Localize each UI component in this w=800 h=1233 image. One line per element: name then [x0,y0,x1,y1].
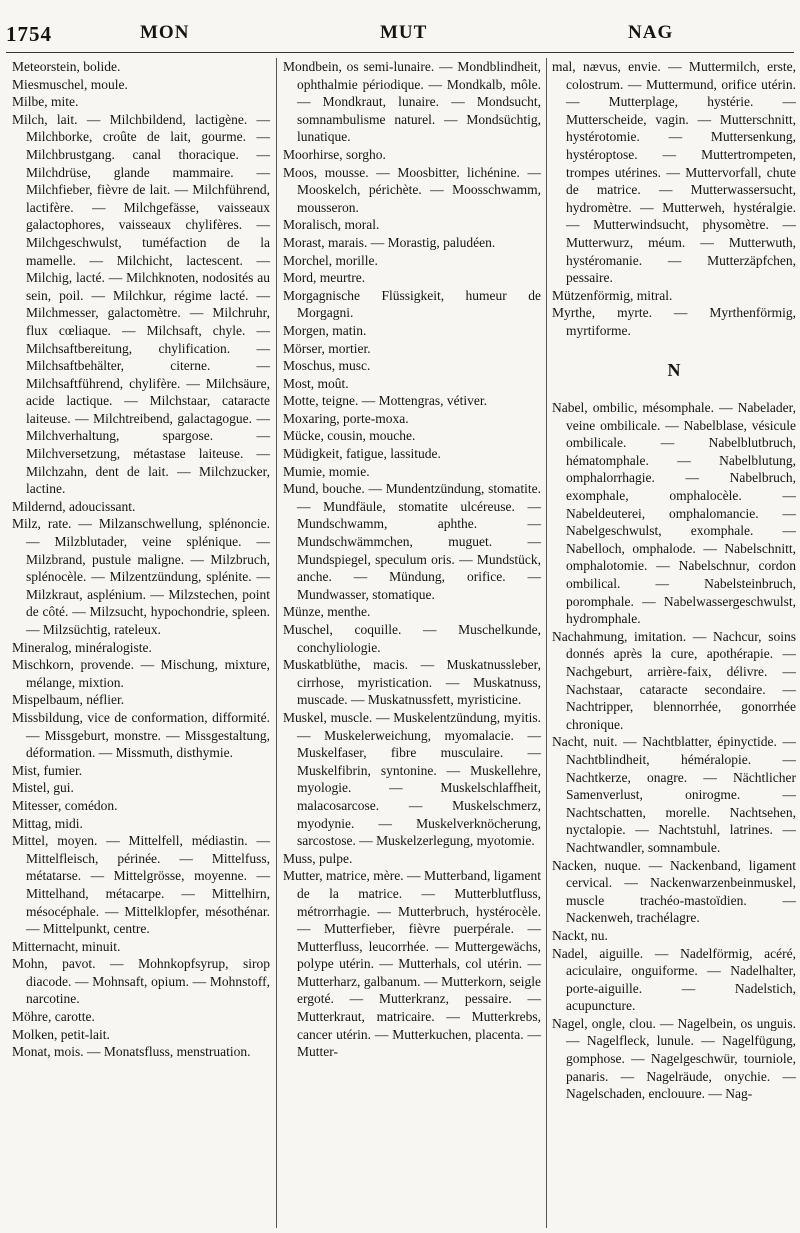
dictionary-entry: Morchel, morille. [283,252,378,268]
dictionary-entry: Milch, lait. — Milchbildend, lactigène. — Milchborke, croûte de lait, gourme. — Milchbrustgang. canal thoracique. — Milchdrüse, glande mammaire. — Milchfieber, fièvre de lait. — Milchführend, lactifère. — Milchgefässe, vaisseaux galactophores, vaisseaux chylifères. — Milchgeschwulst, tuméfaction de la mamelle. — Milchicht, lactescent. — Milchig, lacté. — Milchknoten, nodosités au sein, poil. — Milchkur, régime lacté. — Milchmesser, galactomètre. — Milchruhr, flux cœliaque. — Milchsaft, chyle. — Milchsaftbereitung, chylification. — Milchsaftbehälter, citerne. — Milchsaftführend, chylifère. — Milchsäure, acide lactique. — Milchstaar, cataracte laiteuse. — Milchtreibend, galactagogue. — Milchverhaltung, spargose. — Milchversetzung, métastase laiteuse. — Milchzahn, dent de lait. — Milchzucker, lactine. [12,111,270,497]
page-header [0,0,800,52]
dictionary-entry: Meteorstein, bolide. [12,59,121,74]
dictionary-entry: Muskel, muscle. — Muskelentzündung, myitis. — Muskelerweichung, myomalacie. — Muskelfaser, fibre musculaire. — Muskelfibrin, syntonine. — Muskellehre, myologie. — Muskelschlaffheit, malacosarcose. — Muskelschmerz, myodynie. — Muskelverknöcherung, sarcostose. — Muskelzerlegung, myotomie. [283,709,541,849]
dictionary-entry: Mondbein, os semi-lunaire. — Mondblindheit, ophthalmie périodique. — Mondkalb, môle. — Mondkraut, lunaire. — Mondsucht, somnambulisme naturel. — Mondsüchtig, lunatique. [283,59,541,145]
dictionary-entry: Mund, bouche. — Mundentzündung, stomatite. — Mundfäule, stomatite ulcéreuse. — Mundschwamm, aphthe. — Mundschwämmchen, muguet. — Mundspiegel, speculum oris. — Mundstück, anche. — Mündung, orifice. — Mundwasser, stomatique. [283,481,541,602]
dictionary-entry: Morast, marais. — Morastig, paludéen. [283,234,496,250]
guide-word-left: MON [140,22,190,43]
dictionary-entry: Müdigkeit, fatigue, lassitude. [283,446,441,462]
dictionary-entry: Mutter, matrice, mère. — Mutterband, ligament de la matrice. — Mutterblutfluss, métrorrhagie. — Mutterbruch, hystérocèle. — Mutterfieber, fièvre puerpérale. — Mutterfluss, leucorrhée. — Muttergewächs, polype utérin. — Mutterhals, col utérin. — Mutterharz, galbanum. — Mutterkorn, seigle ergoté. — Mutterkranz, pessaire. — Mutterkraut, matricaire. — Mutterkrebs, cancer utérin. — Mutterkuchen, placenta. — Mutter- [283,868,541,1060]
dictionary-entry: Moschus, musc. [283,358,371,374]
dictionary-entry: Nabel, ombilic, mésomphale. — Nabelader, veine ombilicale. — Nabelblase, vésicule ombilicale. — Nabelblutbruch, hématomphale. — Nabelblutung, omphalorrhagie. — Nabelbruch, exomphale, omphalocèle. — Nabeldeuterei, omphalomancie. — Nabelgeschwulst, exomphale. — Nabelloch, omphalode. — Nabelschnitt, omphalotomie. — Nabelschnur, cordon ombilical. — Nabelsteinbruch, poromphale. — Nabelwassergeschwulst, hydromphale. [552,400,796,627]
dictionary-entry: Mörser, mortier. [283,340,371,356]
dictionary-entry: Mist, fumier. [12,762,83,778]
dictionary-entry: Muss, pulpe. [283,850,353,866]
dictionary-entry: Nagel, ongle, clou. — Nagelbein, os unguis. — Nagelfleck, lunule. — Nagelfügung, gomphose. — Nagelgeschwür, tourniole, panaris. — Nagelräude, onychie. — Nagelschaden, enclouure. — Nag- [552,1015,796,1102]
page-number: 1754 [6,22,52,46]
dictionary-entry: Miesmuschel, moule. [12,76,128,92]
column-divider-1 [276,58,277,1228]
guide-word-center: MUT [380,22,428,43]
dictionary-entry: Mumie, momie. [283,463,370,479]
dictionary-entry: Nackt, nu. [552,927,608,943]
guide-word-right: NAG [628,22,674,43]
header-rule [6,52,794,53]
dictionary-entry: Mistel, gui. [12,780,74,796]
dictionary-entry: Molken, petit-lait. [12,1026,110,1042]
dictionary-entry: Nacht, nuit. — Nachtblatter, épinyctide. — Nachtblindheit, héméralopie. — Nachtkerze, onagre. — Nächtlicher Samenverlust, onirogme. — Nachtschatten, morelle. Nachtsehen, nyctalopie. — Nachtstuhl, latrines. — Nachtwandler, somnambule. [552,734,796,855]
dictionary-entry: Moxaring, porte-moxa. [283,410,409,426]
dictionary-entry: Moorhirse, sorgho. [283,146,386,162]
dictionary-entry: Morgen, matin. [283,322,367,338]
dictionary-entry: Mitternacht, minuit. [12,938,121,954]
dictionary-entry: Mildernd, adoucissant. [12,498,136,514]
dictionary-entry: Mützenförmig, mitral. [552,287,673,303]
dictionary-entry: Myrthe, myrte. — Myrthenförmig, myrtiforme. [552,305,796,338]
dictionary-entry: Mitesser, comédon. [12,797,118,813]
dictionary-entry: Möhre, carotte. [12,1009,95,1025]
column-1 [12,58,270,1061]
dictionary-entry: Mittag, midi. [12,815,83,831]
dictionary-entry: Mohn, pavot. — Mohnkopfsyrup, sirop diacode. — Mohnsaft, opium. — Mohnstoff, narcotine. [12,956,270,1007]
dictionary-entry: Monat, mois. — Monatsfluss, menstruation. [12,1044,251,1060]
column-3 [552,58,796,1103]
dictionary-entry: Moralisch, moral. [283,217,380,233]
dictionary-entry: Nacken, nuque. — Nackenband, ligament cervical. — Nackenwarzenbeinmuskel, muscle trachéo-mastoïdien. — Nackenweh, trachélagre. [552,857,796,926]
dictionary-entry: Motte, teigne. — Mottengras, vétiver. [283,393,487,409]
dictionary-entry: Mord, meurtre. [283,270,366,286]
dictionary-entry: Mittel, moyen. — Mittelfell, médiastin. — Mittelfleisch, périnée. — Mittelfuss, métatarse. — Mittelgrösse, moyenne. — Mittelhand, métacarpe. — Mittelhirn, mésocéphale. — Mittelklopfer, mésothénar. — Mittelpunkt, centre. [12,833,270,937]
dictionary-entry: Nadel, aiguille. — Nadelförmig, acéré, aciculaire, onguiforme. — Nadelhalter, porte-aiguille. — Nadelstich, acupuncture. [552,945,796,1014]
dictionary-entry: Moos, mousse. — Moosbitter, lichénine. — Mooskelch, périchète. — Moosschwamm, mousseron. [283,164,541,215]
dictionary-entry: Mücke, cousin, mouche. [283,428,416,444]
dictionary-entry: Most, moût. [283,375,349,391]
column-divider-2 [546,58,547,1228]
dictionary-entry: Morgagnische Flüssigkeit, humeur de Morgagni. [283,287,541,321]
dictionary-entry: Milbe, mite. [12,94,79,110]
dictionary-entry: Mischkorn, provende. — Mischung, mixture, mélange, mixtion. [12,657,270,690]
dictionary-entry: Muschel, coquille. — Muschelkunde, conchyliologie. [283,622,541,655]
dictionary-entry: mal, nævus, envie. — Muttermilch, erste, colostrum. — Muttermund, orifice utérin. — Mutterplage, hystérie. — Mutterscheide, vagin. — Mutterschnitt, hystérotomie. — Muttersenkung, hystéroptose. — Muttertrompeten, trompes utérines. — Muttervorfall, chute de matrice. — Mutterwassersucht, hydromètre. — Mutterweh, hystéralgie. — Mutterwindsucht, physomètre. — Mutterwurz, méum. — Mutterwuth, hystéromanie. — Mutterzäpfchen, pessaire. [552,59,796,286]
dictionary-entry: Münze, menthe. [283,604,371,620]
dictionary-entry: Nachahmung, imitation. — Nachcur, soins donnés après la cure, apothérapie. — Nachgeburt, arrière-faix, délivre. — Nachstaar, cataracte secondaire. — Nachtripper, blennorrhée, gonorrhée chronique. [552,628,796,732]
dictionary-entry: Mispelbaum, néflier. [12,692,125,708]
column-2 [283,58,541,1061]
dictionary-entry: Muskatblüthe, macis. — Muskatnussleber, cirrhose, myristication. — Muskatnuss, muscade. — Muskatnussfett, myristicine. [283,657,541,708]
dictionary-entry: Mineralog, minéralogiste. [12,639,152,655]
section-letter-heading: N [667,359,681,380]
dictionary-entry: Milz, rate. — Milzanschwellung, splénoncie. — Milzblutader, veine splénique. — Milzbrand, pustule maligne. — Milzbruch, splénocèle. — Milzentzündung, splénite. — Milzkraut, asplénium. — Milzstechen, point de côté. — Milzsucht, hypochondrie, spleen. — Milzsüchtig, rateleux. [12,516,270,637]
dictionary-entry: Missbildung, vice de conformation, difformité. — Missgeburt, monstre. — Missgestaltung, déformation. — Missmuth, disthymie. [12,709,270,761]
